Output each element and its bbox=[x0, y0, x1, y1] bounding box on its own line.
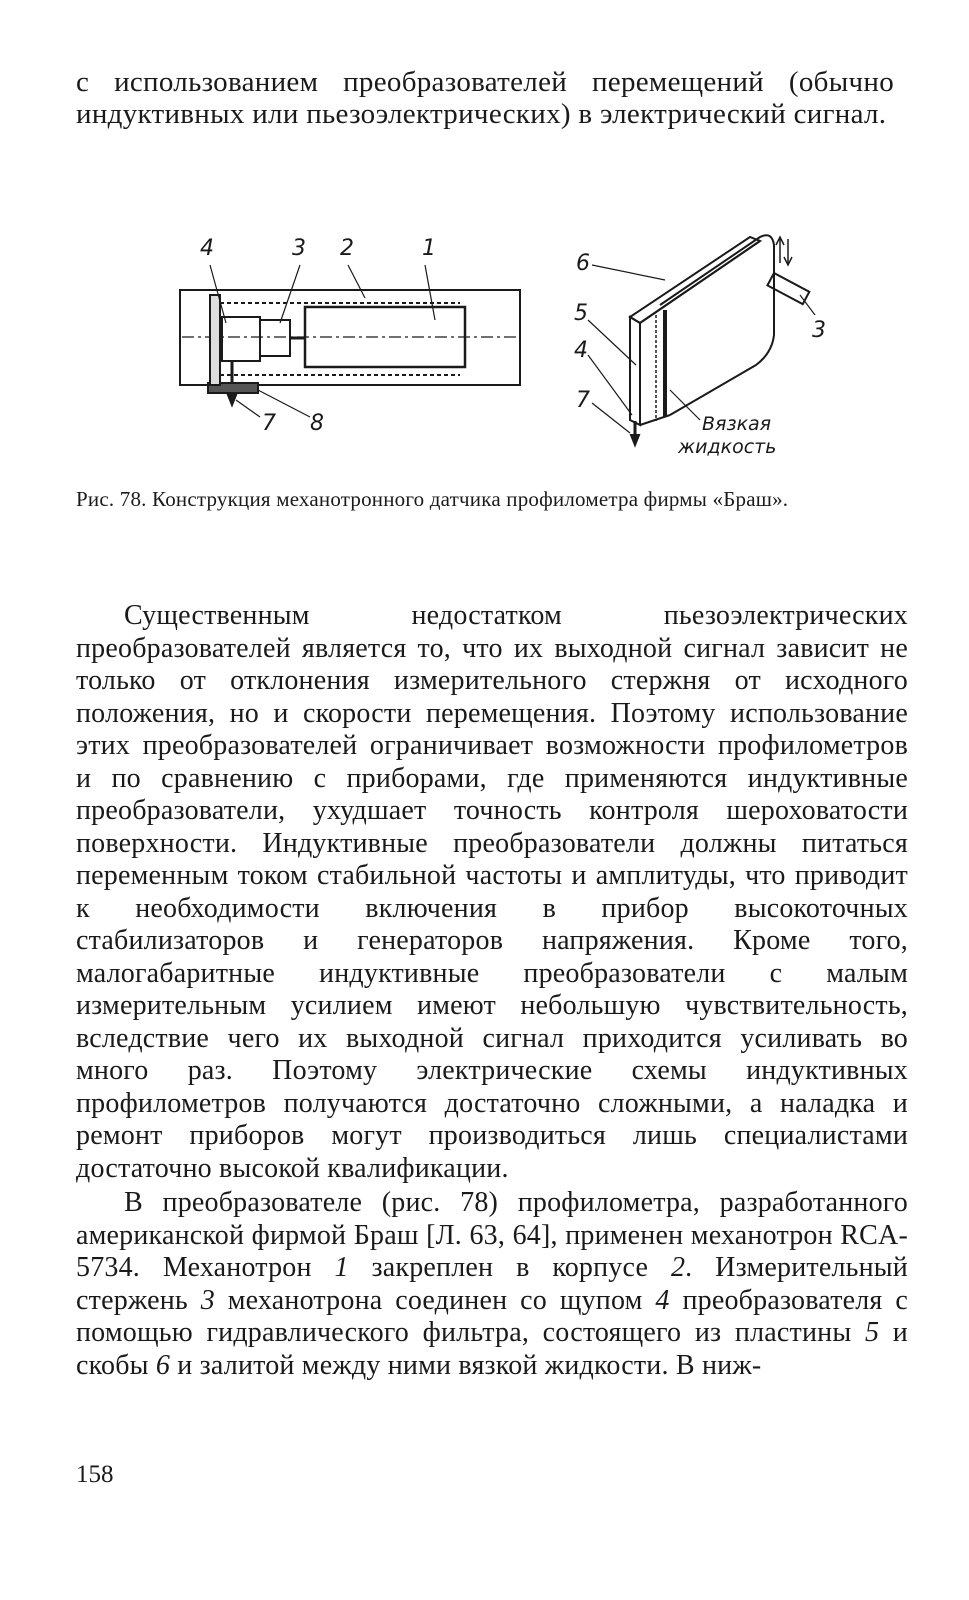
leader-6 bbox=[592, 265, 665, 280]
p2-ref-2: 2 bbox=[670, 1252, 686, 1283]
probe-block bbox=[222, 317, 260, 361]
leader-3 bbox=[280, 265, 300, 323]
p2-part-1: В преобразователе (рис. 78) профилометра, разработанного американской фирмой Браш [Л. 63, 64], применен механотрон RCA-5734. Механотрон bbox=[76, 1187, 908, 1283]
label-fluid-2: жидкость bbox=[678, 436, 777, 458]
body-text bbox=[76, 600, 908, 1382]
figure-caption: Рис. 78. Конструкция механотронного датчика профилометра фирмы «Браш». bbox=[76, 487, 789, 511]
page-number: 158 bbox=[76, 1461, 114, 1488]
p2-ref-4: 4 bbox=[655, 1284, 670, 1316]
label-left-4: 4 bbox=[200, 236, 214, 261]
label-left-3: 3 bbox=[292, 236, 306, 261]
leader-1 bbox=[425, 265, 435, 320]
left-section-view bbox=[180, 265, 520, 417]
label-left-2: 2 bbox=[340, 236, 354, 261]
paragraph-2 bbox=[76, 1187, 908, 1382]
p2-ref-5: 5 bbox=[864, 1317, 880, 1348]
figure-78 bbox=[160, 225, 860, 475]
plate-edge bbox=[640, 241, 760, 323]
p2-ref-1: 1 bbox=[334, 1252, 349, 1283]
leader-2 bbox=[348, 265, 365, 298]
bracket-6 bbox=[660, 235, 774, 415]
rod-holder bbox=[260, 320, 290, 356]
leader-5 bbox=[588, 320, 636, 365]
p2-part-5: преобразователя с помощью гидравлического фильтра, состоящего из пластины bbox=[76, 1284, 908, 1348]
p2-part-3: . Измерительный стержень bbox=[76, 1252, 908, 1316]
p2-part-7: и залитой между ними вязкой жидкости. В ниж- bbox=[170, 1349, 762, 1381]
probe-tip bbox=[228, 395, 236, 405]
p2-part-4: механотрона соединен со щупом bbox=[214, 1284, 656, 1316]
p2-part-2: закреплен в корпусе bbox=[348, 1252, 671, 1283]
p2-ref-6: 6 bbox=[155, 1349, 171, 1381]
intro-text: с использованием преобразователей перемещений (обычно индуктивных или пьезоэлектрических) в электрический сигнал. bbox=[76, 66, 894, 130]
label-right-7: 7 bbox=[576, 388, 590, 413]
leader-fluid bbox=[670, 390, 700, 420]
label-fluid-1: Вязкая bbox=[702, 413, 772, 435]
label-left-8: 8 bbox=[310, 411, 324, 436]
leader-7r bbox=[592, 403, 630, 433]
plate-5-face bbox=[630, 317, 640, 425]
label-right-6: 6 bbox=[576, 251, 590, 276]
paragraph-1: Существенным недостатком пьезоэлектрических преобразователей является то, что их выходной сигнал зависит не только от отклонения измерительного стержня от исходного положения, но и скорости перемещения. Поэтому использование этих преобразователей ограничивает возможности профилометров и по сравнению с приборами, где применяются индуктивные преобразователи, ухудшает точность контроля шероховатости поверхности. Индуктивные преобразователи должны питаться переменным током стабильной частоты и амплитуды, что приводит к необходимости включения в прибор высокоточных стабилизаторов и генераторов напряжения. Кроме того, малогабаритные индуктивные преобразователи с малым измерительным усилием имеют небольшую чувствительность, вследствие чего их выходной сигнал приходится усиливать во много раз. Поэтому электрические схемы индуктивных профилометров получаются достаточно сложными, а наладка и ремонт приборов могут производиться лишь специалистами достаточно высокой квалификации. bbox=[76, 600, 908, 1184]
intro-paragraph bbox=[76, 66, 894, 130]
leader-4r bbox=[588, 355, 632, 415]
label-left-7: 7 bbox=[262, 411, 276, 436]
label-right-4: 4 bbox=[574, 338, 588, 363]
probe-tip-right bbox=[631, 435, 639, 445]
front-wall bbox=[210, 295, 220, 385]
label-right-5: 5 bbox=[574, 301, 588, 326]
label-left-1: 1 bbox=[422, 236, 436, 261]
sensor-drawing bbox=[160, 225, 860, 475]
leader-7 bbox=[236, 400, 260, 417]
p2-part-6: и скобы bbox=[76, 1317, 908, 1381]
label-right-3: 3 bbox=[812, 318, 826, 343]
p2-ref-3: 3 bbox=[200, 1284, 215, 1316]
